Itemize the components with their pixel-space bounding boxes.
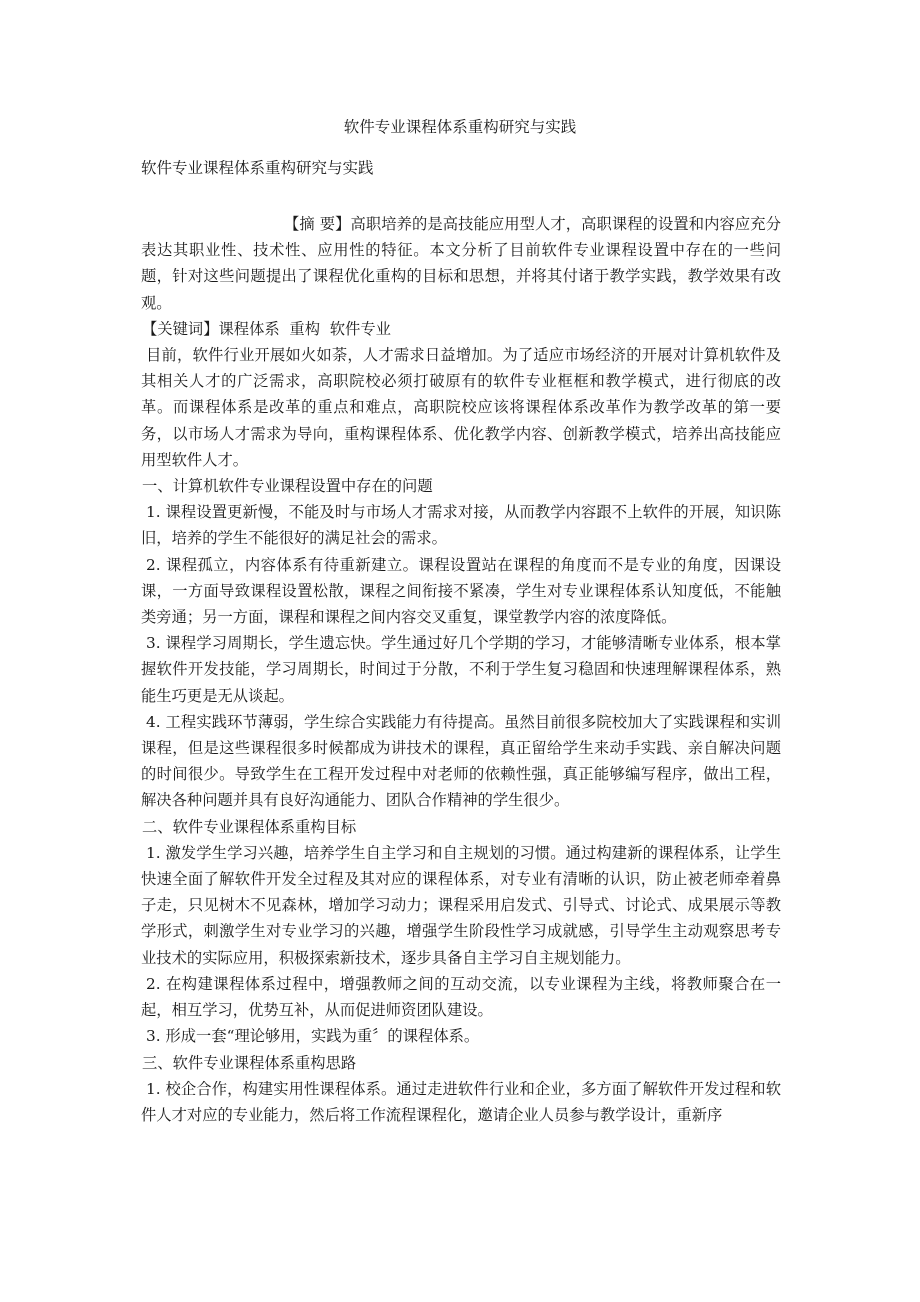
list-item: 2. 在构建课程体系过程中，增强教师之间的互动交流，以专业课程为主线，将教师聚合在一起，相互学习，优势互补，从而促进师资团队建设。 [141,974,781,1020]
abstract-text: 高职培养的是高技能应用型人才，高职课程的设置和内容应充分表达其职业性、技术性、应用性的特征。本文分析了目前软件专业课程设置中存在的一些问题，针对这些问题提出了课程优化重构的目标和思想，并将其付诸于教学实践，教学效果有改观。 [141,215,781,312]
intro-paragraph: 目前，软件行业开展如火如荼，人才需求日益增加。为了适应市场经济的开展对计算机软件及其相关人才的广泛需求，高职院校必须打破原有的软件专业框框和教学模式，进行彻底的改革。而课程体系是改革的重点和难点，高职院校应该将课程体系改革作为教学改革的第一要务，以市场人才需求为导向，重构课程体系、优化教学内容、创新教学模式，培养出高技能应用型软件人才。 [141,346,781,469]
list-item: 1. 课程设置更新慢，不能及时与市场人才需求对接，从而教学内容跟不上软件的开展，知识陈旧，培养的学生不能很好的满足社会的需求。 [141,503,781,548]
abstract-label: 【摘 要】 [284,215,351,233]
keywords-label: 【关键词】 [142,319,219,338]
document-subtitle: 软件专业课程体系重构研究与实践 [141,159,374,177]
list-item: 3. 形成一套“理论够用，实践为重〞的课程体系。 [146,1027,480,1046]
section-heading: 二、软件专业课程体系重构目标 [142,817,357,836]
abstract-paragraph [141,211,781,316]
keywords-paragraph [141,316,781,342]
list-item: 3. 课程学习周期长，学生遗忘快。学生通过好几个学期的学习，才能够清晰专业体系，根本掌握软件开发技能，学习周期长，时间过于分散，不利于学生复习稳固和快速理解课程体系，熟能生巧更是无从谈起。 [141,634,781,705]
section-heading: 三、软件专业课程体系重构思路 [142,1053,357,1072]
list-item: 1. 校企合作，构建实用性课程体系。通过走进软件行业和企业，多方面了解软件开发过程和软件人才对应的专业能力，然后将工作流程课程化，邀请企业人员参与教学设计，重新序 [141,1079,781,1124]
list-item: 2. 课程孤立，内容体系有待重新建立。课程设置站在课程的角度而不是专业的角度，因课设课，一方面导致课程设置松散，课程之间衔接不紧凑，学生对专业课程体系认知度低，不能触类旁通；另一方面，课程和课程之间内容交叉重复，课堂教学内容的浓度降低。 [141,555,781,627]
list-item: 4. 工程实践环节薄弱，学生综合实践能力有待提高。虽然目前很多院校加大了实践课程和实训课程，但是这些课程很多时候都成为讲技术的课程，真正留给学生来动手实践、亲自解决问题的时间很少。导致学生在工程开发过程中对老师的依赖性强，真正能够编写程序，做出工程，解决各种问题并具有良好沟通能力、团队合作精神的学生很少。 [141,712,781,810]
keywords-text: 课程体系 重构 软件专业 [218,319,391,338]
document-body [141,211,781,1128]
list-item: 1. 激发学生学习兴趣，培养学生自主学习和自主规划的习惯。通过构建新的课程体系，让学生快速全面了解软件开发全过程及其对应的课程体系，对专业有清晰的认识，防止被老师牵着鼻子走，只见树木不见森林，增加学习动力；课程采用启发式、引导式、讨论式、成果展示等教学形式，刺激学生对专业学习的兴趣，增强学生阶段性学习成就感，引导学生主动观察思考专业技术的实际应用，积极探索新技术，逐步具备自主学习自主规划能力。 [141,843,781,967]
section-heading: 一、计算机软件专业课程设置中存在的问题 [142,477,433,496]
document-title: 软件专业课程体系重构研究与实践 [343,118,577,136]
